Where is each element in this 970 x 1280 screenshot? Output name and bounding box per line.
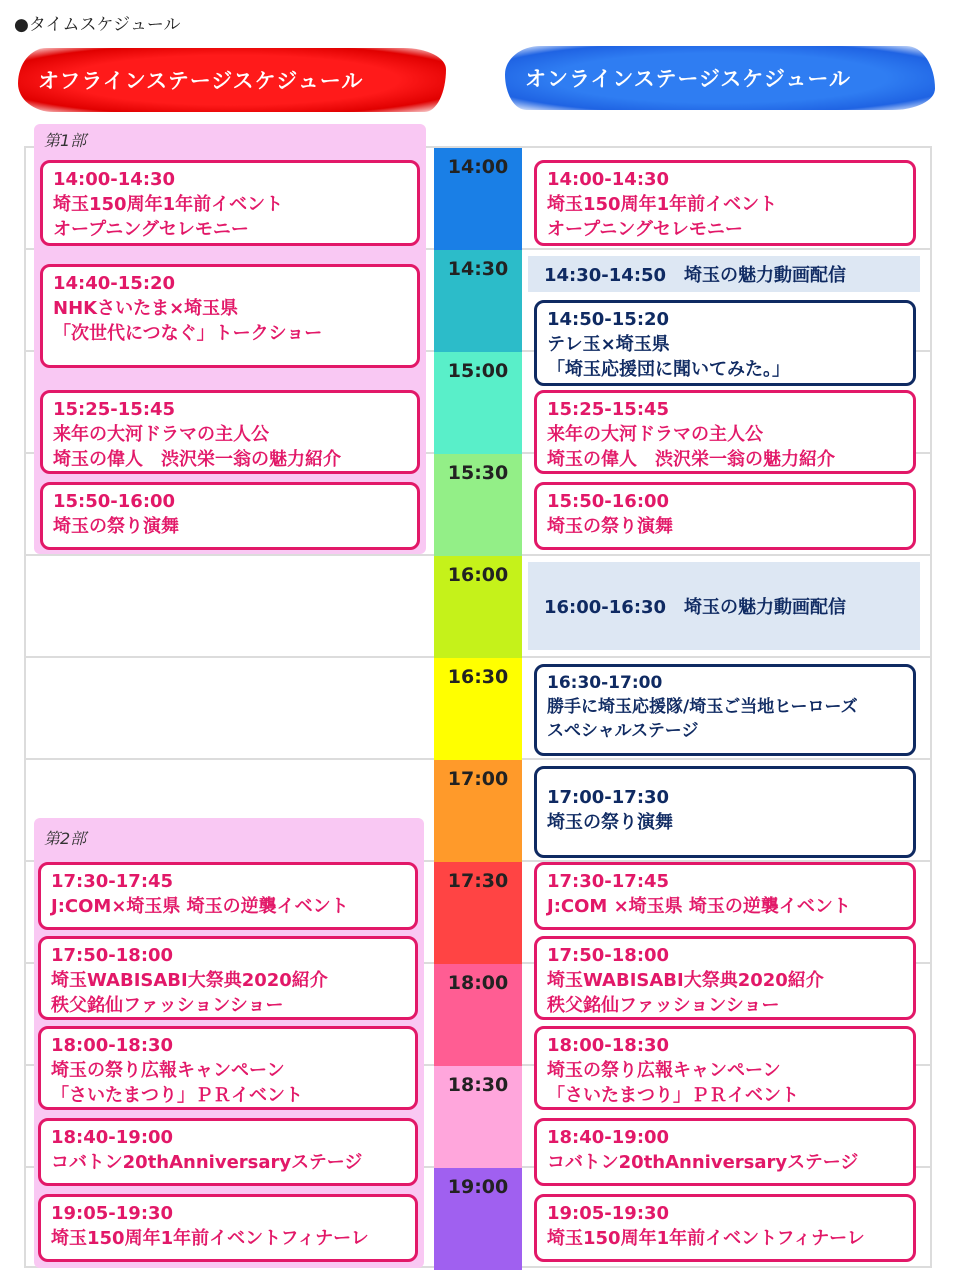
online-event-card: 17:00-17:30 埼玉の祭り演舞: [534, 766, 916, 858]
online-event-card: 15:25-15:45 来年の大河ドラマの主人公 埼玉の偉人 渋沢栄一翁の魅力紹介: [534, 390, 916, 474]
time-slot: 15:30: [434, 454, 522, 556]
time-slot: 16:00: [434, 556, 522, 658]
time-slot: 17:00: [434, 760, 522, 862]
online-event-card: 19:05-19:30 埼玉150周年1年前イベントフィナーレ: [534, 1194, 916, 1262]
time-slot: 14:30: [434, 250, 522, 352]
offline-event-card: 18:40-19:00 コバトン20thAnniversaryステージ: [38, 1118, 418, 1186]
offline-event-card: 15:25-15:45 来年の大河ドラマの主人公 埼玉の偉人 渋沢栄一翁の魅力紹介: [40, 390, 420, 474]
online-event-card: 18:00-18:30 埼玉の祭り広報キャンペーン 「さいたまつり」ＰＲイベント: [534, 1026, 916, 1110]
online-event-card: 17:50-18:00 埼玉WABISABI大祭典2020紹介 秩父銘仙ファッションショー: [534, 936, 916, 1020]
online-stage-title: オンラインステージスケジュール: [505, 46, 935, 110]
online-event-card: 17:30-17:45 J:COM ×埼玉県 埼玉の逆襲イベント: [534, 862, 916, 930]
offline-event-card: 14:00-14:30 埼玉150周年1年前イベント オープニングセレモニー: [40, 160, 420, 246]
time-slot: 15:00: [434, 352, 522, 454]
page-heading: ●タイムスケジュール: [14, 15, 181, 35]
online-event-card: 18:40-19:00 コバトン20thAnniversaryステージ: [534, 1118, 916, 1186]
grid-line: [24, 146, 26, 1268]
time-slot: 16:30: [434, 658, 522, 760]
offline-event-card: 17:30-17:45 J:COM×埼玉県 埼玉の逆襲イベント: [38, 862, 418, 930]
offline-event-card: 17:50-18:00 埼玉WABISABI大祭典2020紹介 秩父銘仙ファッションショー: [38, 936, 418, 1020]
offline-event-card: 14:40-15:20 NHKさいたま×埼玉県 「次世代につなぐ」トークショー: [40, 264, 420, 368]
time-slot: 18:30: [434, 1066, 522, 1168]
grid-line: [930, 146, 932, 1268]
time-slot: 18:00: [434, 964, 522, 1066]
online-event-card: 14:00-14:30 埼玉150周年1年前イベント オープニングセレモニー: [534, 160, 916, 246]
time-slot: 14:00: [434, 148, 522, 250]
section-2-label: 第2部: [44, 829, 87, 848]
online-event-card: 16:30-17:00 勝手に埼玉応援隊/埼玉ご当地ヒーローズ スペシャルステージ: [534, 664, 916, 756]
online-event-card: 15:50-16:00 埼玉の祭り演舞: [534, 482, 916, 550]
time-slot: 17:30: [434, 862, 522, 964]
online-video-stream: 14:30-14:50 埼玉の魅力動画配信: [528, 256, 920, 292]
time-slot: 19:00: [434, 1168, 522, 1270]
offline-event-card: 15:50-16:00 埼玉の祭り演舞: [40, 482, 420, 550]
offline-stage-title: オフラインステージスケジュール: [18, 48, 446, 112]
section-1-label: 第1部: [44, 131, 87, 150]
offline-event-card: 18:00-18:30 埼玉の祭り広報キャンペーン 「さいたまつり」ＰＲイベント: [38, 1026, 418, 1110]
offline-event-card: 19:05-19:30 埼玉150周年1年前イベントフィナーレ: [38, 1194, 418, 1262]
online-event-card: 14:50-15:20 テレ玉×埼玉県 「埼玉応援団に聞いてみた。」: [534, 300, 916, 386]
online-video-stream: 16:00-16:30 埼玉の魅力動画配信: [528, 562, 920, 650]
